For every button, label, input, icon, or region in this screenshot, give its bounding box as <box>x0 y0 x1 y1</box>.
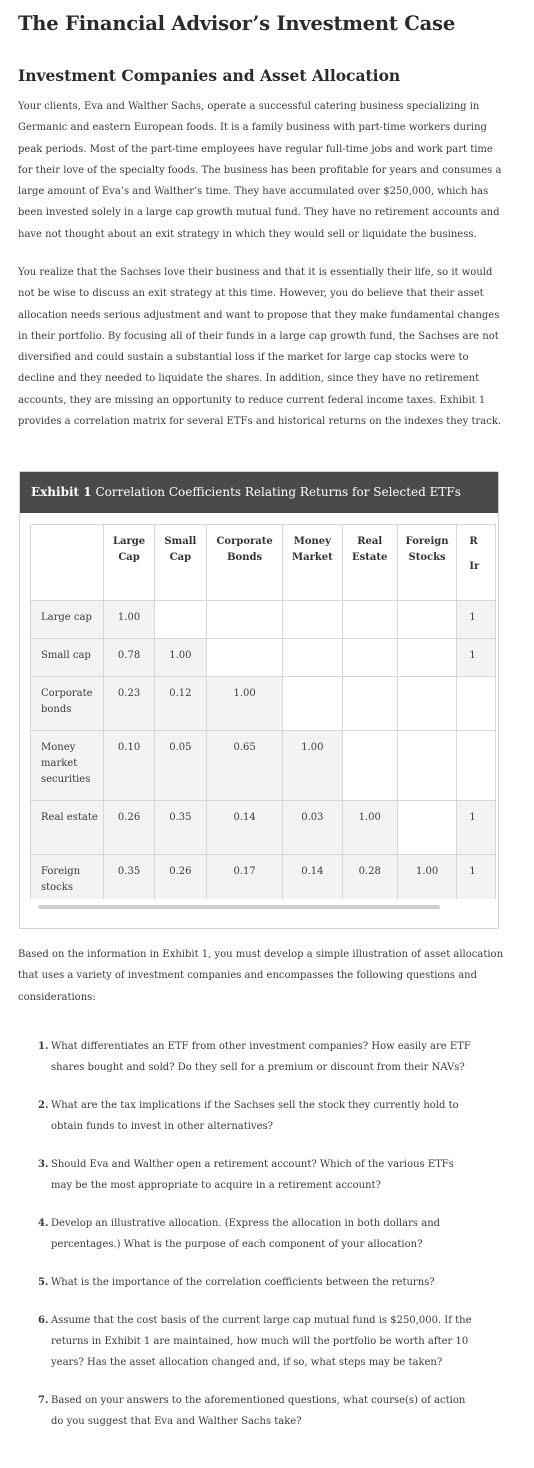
table-cell: 0.14 <box>206 801 282 855</box>
row-label: Small cap <box>31 639 104 677</box>
table-cell <box>397 731 457 801</box>
column-header: Money Market <box>283 525 342 601</box>
table-cell <box>342 639 397 677</box>
row-label: Money market securities <box>31 731 104 801</box>
column-header: Small Cap <box>154 525 206 601</box>
table-row <box>31 677 496 731</box>
table-row <box>31 639 496 677</box>
table-cell: 0.35 <box>154 801 206 855</box>
table-cell <box>397 639 457 677</box>
table-cell: 0.26 <box>154 855 206 900</box>
table-cell: 0.28 <box>342 855 397 900</box>
question-number: 7. <box>38 1395 49 1406</box>
question-number: 3. <box>38 1159 49 1170</box>
table-cell <box>397 801 457 855</box>
question-number: 4. <box>38 1218 49 1229</box>
table-cell: 1.00 <box>206 677 282 731</box>
question-number: 1. <box>38 1041 49 1052</box>
question-text: Develop an illustrative allocation. (Express the allocation in both dollars and percentages.) What is the purpose of each component of your allocation? <box>51 1218 441 1250</box>
exhibit-caption: Correlation Coefficients Relating Returns for Selected ETFs <box>95 485 461 499</box>
table-cell <box>206 601 282 639</box>
table-cell: 1 <box>457 801 496 855</box>
table-cell <box>342 601 397 639</box>
question-text: What is the importance of the correlation coefficients between the returns? <box>51 1277 435 1288</box>
table-row <box>31 855 496 900</box>
page-title: The Financial Advisor’s Investment Case <box>18 12 456 35</box>
row-label: Foreign stocks <box>31 855 104 900</box>
exhibit-1-panel <box>19 471 499 929</box>
row-label: Real estate <box>31 801 104 855</box>
table-cell <box>283 677 342 731</box>
section-heading: Investment Companies and Asset Allocation <box>18 66 401 85</box>
row-label: Corporate bonds <box>31 677 104 731</box>
table-cell: 0.14 <box>283 855 342 900</box>
table-corner-cell <box>31 525 104 601</box>
table-cell <box>397 601 457 639</box>
table-cell: 1.00 <box>154 639 206 677</box>
question-item <box>38 1390 478 1432</box>
table-cell: 1.00 <box>342 801 397 855</box>
table-row <box>31 731 496 801</box>
question-item <box>38 1154 478 1196</box>
paragraph-2: You realize that the Sachses love their business and that it is essentially their life, so it would not be wise to discuss an exit strategy at this time. However, you do believe that their asset allocation needs serious adjustment and want to propose that they make fundamental changes in their portfolio. By focusing all of their funds in a large cap growth fund, the Sachses are not diversified and could sustain a substantial loss if the market for large cap stocks were to decline and they needed to liquidate the shares. In addition, since they have no retirement accounts, they are missing an opportunity to reduce current federal income taxes. Exhibit 1 provides a correlation matrix for several ETFs and historical returns on the indexes they track. <box>18 267 502 428</box>
paragraph-1: Your clients, Eva and Walther Sachs, operate a successful catering business specializing in Germanic and eastern European foods. It is a family business with part-time workers during peak periods. Most of the part-time employees have regular full-time jobs and work part time for their love of the specialty foods. The business has been profitable for years and consumes a large amount of Eva’s and Walther’s time. They have accumulated over $250,000, which has been invested solely in a large cap growth mutual fund. They have no retirement accounts and have not thought about an exit strategy in which they would sell or liquidate the business. <box>18 101 502 240</box>
table-cell: 0.10 <box>104 731 154 801</box>
table-cell: 0.05 <box>154 731 206 801</box>
table-cell: 1.00 <box>283 731 342 801</box>
table-cell: 0.23 <box>104 677 154 731</box>
table-cell <box>154 601 206 639</box>
question-text: What differentiates an ETF from other investment companies? How easily are ETF shares bought and sold? Do they sell for a premium or discount from their NAVs? <box>51 1041 471 1073</box>
correlation-table-scroll[interactable] <box>30 524 496 899</box>
question-number: 5. <box>38 1277 49 1288</box>
table-cell: 0.17 <box>206 855 282 900</box>
question-item <box>38 1272 478 1293</box>
table-cell <box>342 677 397 731</box>
question-text: Based on your answers to the aforementioned questions, what course(s) of action do you suggest that Eva and Walther Sachs take? <box>51 1395 466 1427</box>
paragraph-3: Based on the information in Exhibit 1, you must develop a simple illustration of asset allocation that uses a variety of investment companies and encompasses the following questions and considerations: <box>18 949 504 1003</box>
table-cell <box>457 677 496 731</box>
table-cell: 1 <box>457 601 496 639</box>
table-cell: 1 <box>457 855 496 900</box>
table-cell <box>283 639 342 677</box>
column-header: R Ir <box>457 525 496 601</box>
exhibit-header <box>20 472 498 513</box>
table-cell: 0.35 <box>104 855 154 900</box>
table-cell: 1 <box>457 639 496 677</box>
column-header: Corporate Bonds <box>206 525 282 601</box>
table-row <box>31 601 496 639</box>
table-cell: 1.00 <box>104 601 154 639</box>
question-item <box>38 1213 478 1255</box>
exhibit-label: Exhibit 1 <box>31 485 92 499</box>
question-number: 2. <box>38 1100 49 1111</box>
question-item <box>38 1310 478 1373</box>
table-cell <box>397 677 457 731</box>
column-header: Real Estate <box>342 525 397 601</box>
question-text: Assume that the cost basis of the current large cap mutual fund is $250,000. If the returns in Exhibit 1 are maintained, how much will the portfolio be worth after 10 years? Has the asset allocation changed and, if so, what steps may be taken? <box>51 1315 472 1368</box>
table-cell <box>206 639 282 677</box>
table-cell: 0.26 <box>104 801 154 855</box>
question-text: Should Eva and Walther open a retirement account? Which of the various ETFs may be the most appropriate to acquire in a retirement account? <box>51 1159 454 1191</box>
table-cell: 0.03 <box>283 801 342 855</box>
horizontal-scrollbar[interactable] <box>38 905 440 909</box>
table-cell: 1.00 <box>397 855 457 900</box>
question-text: What are the tax implications if the Sachses sell the stock they currently hold to obtain funds to invest in other alternatives? <box>51 1100 459 1132</box>
table-cell <box>457 731 496 801</box>
question-item <box>38 1036 478 1078</box>
table-cell: 0.65 <box>206 731 282 801</box>
questions-list <box>38 1036 478 1449</box>
table-cell: 0.78 <box>104 639 154 677</box>
table-row <box>31 801 496 855</box>
row-label: Large cap <box>31 601 104 639</box>
correlation-table <box>30 524 496 899</box>
question-number: 6. <box>38 1315 49 1326</box>
table-cell <box>283 601 342 639</box>
column-header: Large Cap <box>104 525 154 601</box>
table-cell <box>342 731 397 801</box>
question-item <box>38 1095 478 1137</box>
column-header: Foreign Stocks <box>397 525 457 601</box>
table-cell: 0.12 <box>154 677 206 731</box>
